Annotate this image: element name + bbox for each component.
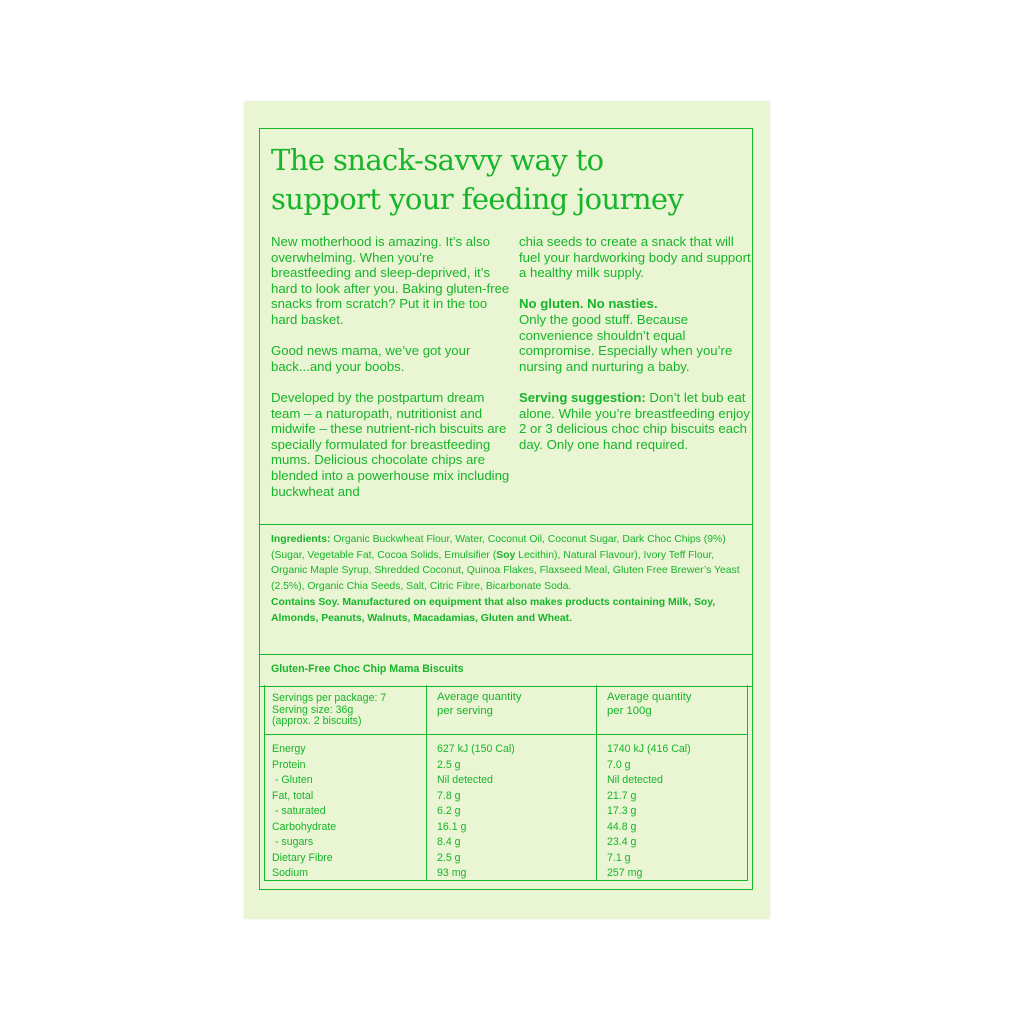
per-serving-value-list: [437, 742, 515, 882]
nutrition-column-names: [265, 685, 427, 880]
per-serving-value: 7.8 g: [437, 789, 461, 802]
per-100g-value: 7.0 g: [607, 758, 631, 771]
nutrient-name: Protein: [272, 758, 306, 771]
intro-column-left: [271, 234, 511, 515]
serving-suggestion-heading: Serving suggestion:: [519, 389, 646, 405]
nutrient-name: Carbohydrate: [272, 820, 337, 833]
nutrition-column-per-100g: [597, 685, 747, 880]
nutrient-name: Sodium: [272, 867, 308, 879]
per-100g-header: Average quantity per 100g: [607, 691, 692, 717]
intro-column-right: [519, 234, 754, 468]
ingredients-label: Ingredients:: [271, 534, 331, 545]
per-100g-value-list: [607, 742, 691, 882]
headline: The snack-savvy way to support your feeding journey: [271, 143, 684, 216]
no-gluten-paragraph: [519, 296, 754, 374]
per-serving-value: 16.1 g: [437, 820, 467, 833]
per-serving-value: 627 kJ (150 Cal): [437, 743, 515, 755]
per-100g-value: Nil detected: [607, 774, 663, 786]
nutrition-table: [264, 685, 748, 881]
per-serving-value: 2.5 g: [437, 851, 461, 864]
per-serving-value: 8.4 g: [437, 836, 461, 848]
nutrient-name: Fat, total: [272, 789, 314, 802]
nutrient-name: - Gluten: [272, 774, 313, 786]
per-100g-value: 23.4 g: [607, 836, 637, 848]
serving-suggestion-text: Don’t let bub eat alone. While you’re breastfeeding enjoy 2 or 3 delicious choc chip biscuits each day. Only one hand required.: [519, 389, 750, 452]
ingredients-list-part: Lecithin), Natural Flavour), Ivory Teff Flour, Organic Maple Syrup, Shredded Coconut, Quinoa Flakes, Flaxseed Meal, Gluten Free Brewer’s Yeast (2.5%), Organic Chia Seeds, Salt, Citric Fibre, Bicarbonate Soda.: [271, 549, 740, 592]
intro-paragraph: chia seeds to create a snack that will fuel your hardworking body and support a healthy milk supply.: [519, 234, 751, 281]
per-100g-value: 1740 kJ (416 Cal): [607, 743, 691, 755]
per-100g-value: 44.8 g: [607, 820, 637, 833]
nutrient-name: - saturated: [272, 805, 326, 817]
nutrition-title-bar: [260, 655, 752, 687]
nutrition-column-per-serving: [427, 685, 597, 880]
no-gluten-heading: No gluten. No nasties.: [519, 296, 658, 312]
serving-suggestion-paragraph: [519, 390, 754, 452]
nutrient-name: Dietary Fibre: [272, 851, 333, 864]
no-gluten-text: Only the good stuff. Because convenience shouldn’t equal compromise. Especially when you’re nursing and nurturing a baby.: [519, 311, 733, 374]
ingredients-text: [271, 532, 749, 627]
allergen-soy: Soy: [496, 549, 516, 561]
intro-paragraph: Good news mama, we’ve got your back...and your boobs.: [271, 343, 471, 374]
content-frame: [259, 128, 753, 890]
per-100g-value: 7.1 g: [607, 851, 631, 864]
intro-paragraph: New motherhood is amazing. It’s also overwhelming. When you’re breastfeeding and sleep-deprived, it’s hard to look after you. Baking gluten-free snacks from scratch? Put it in the too hard basket.: [271, 234, 510, 327]
per-serving-value: 2.5 g: [437, 758, 461, 771]
intro-paragraph: Developed by the postpartum dream team – a naturopath, nutritionist and midwife – these nutrient-rich biscuits are specially formulated for breastfeeding mums. Delicious chocolate chips are blended into a powerhouse mix including buckwheat and: [271, 389, 510, 499]
per-100g-value: 17.3 g: [607, 805, 637, 817]
package-back-panel: [244, 101, 770, 919]
servings-info: Servings per package: 7 Serving size: 36g (approx. 2 biscuits): [272, 692, 387, 727]
per-serving-value: 6.2 g: [437, 805, 461, 817]
per-serving-header: Average quantity per serving: [437, 691, 522, 717]
nutrient-name-list: [272, 742, 336, 882]
ingredients-section: [260, 525, 752, 655]
per-100g-value: 21.7 g: [607, 789, 637, 802]
per-serving-value: Nil detected: [437, 774, 493, 786]
ingredients-list: [271, 532, 749, 594]
per-100g-value: 257 mg: [607, 867, 643, 879]
allergen-statement: Contains Soy. Manufactured on equipment that also makes products containing Milk, Soy, Almonds, Peanuts, Walnuts, Macadamias, Gluten and Wheat.: [271, 597, 716, 624]
intro-section: [260, 129, 752, 525]
nutrient-name: - sugars: [272, 836, 314, 848]
per-serving-value: 93 mg: [437, 867, 467, 879]
nutrition-title: Gluten-Free Choc Chip Mama Biscuits: [271, 663, 464, 675]
nutrient-name: Energy: [272, 743, 306, 755]
ingredients-list-part: Organic Buckwheat Flour, Water, Coconut Oil, Coconut Sugar, Dark Choc Chips (9%) (Sugar, Vegetable Fat, Cocoa Solids, Emulsifier (: [271, 534, 726, 561]
